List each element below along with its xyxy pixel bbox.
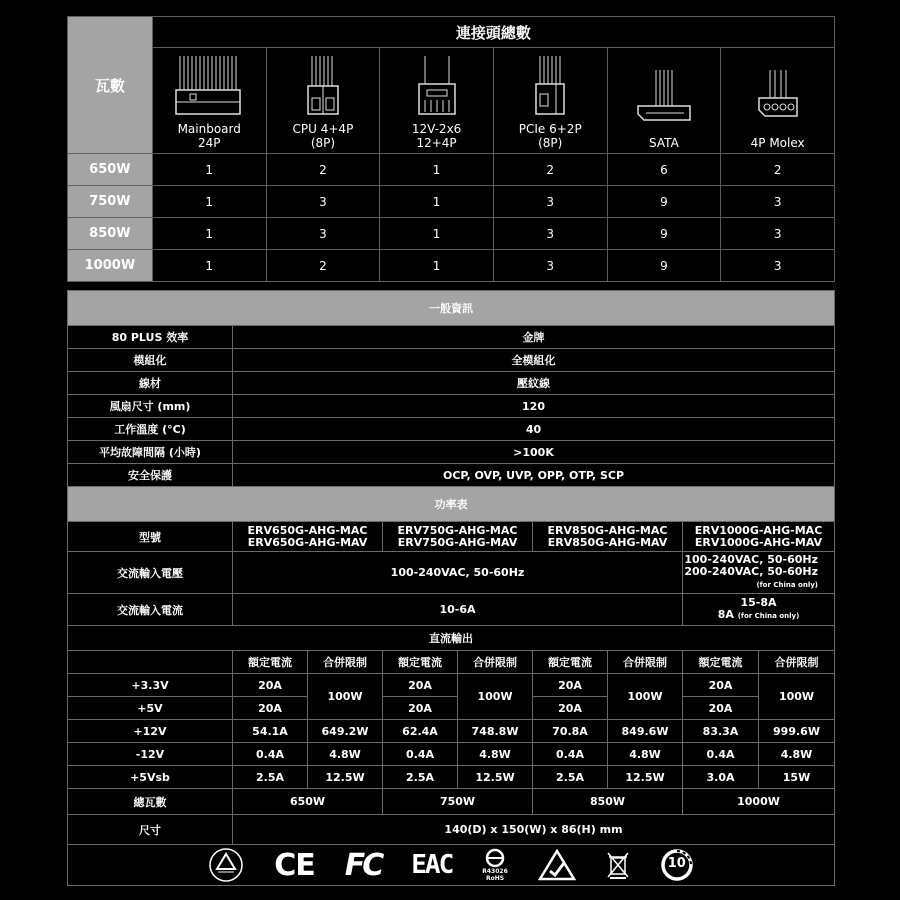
model-name: ERV650G-AHG-MAC (247, 523, 368, 537)
connector-row-1000w (68, 250, 835, 282)
ac-current-1000 (683, 594, 835, 626)
sata-connector-icon (634, 70, 694, 130)
rail-row-5v (68, 697, 835, 720)
wattage-label: 1000W (68, 250, 153, 282)
connector-row-850w (68, 218, 835, 250)
wattage-label: 650W (68, 154, 153, 186)
connector-label-line2: (8P) (538, 136, 563, 150)
size-value: 140(D) x 150(W) x 86(H) mm (233, 815, 835, 845)
rail-value: 70.8A (533, 720, 608, 743)
connector-count: 3 (493, 186, 607, 218)
row-value: 金牌 (233, 326, 835, 349)
connector-count: 2 (721, 154, 835, 186)
rail-value: 2.5A (233, 766, 308, 789)
model-name: ERV850G-AHG-MAV (547, 535, 668, 549)
connector-count: 2 (266, 250, 380, 282)
model-750 (383, 522, 533, 552)
wattage-header: 瓦數 (68, 17, 153, 154)
row-label: 工作溫度 (°C) (68, 418, 233, 441)
total-wattage: 850W (533, 789, 683, 815)
china-note: (for China only) (737, 612, 800, 620)
model-name: ERV750G-AHG-MAV (397, 535, 518, 549)
rail-name: +3.3V (68, 674, 233, 697)
rail-value: 20A (533, 674, 608, 697)
connector-header-cpu (266, 48, 380, 154)
rail-value: 20A (683, 674, 759, 697)
connector-count: 1 (380, 186, 494, 218)
connector-header-pcie (493, 48, 607, 154)
dc-header-row (68, 651, 835, 674)
rail-value: 0.4A (233, 743, 308, 766)
rail-combined: 100W (308, 674, 383, 720)
cpu-8p-connector-icon (303, 56, 343, 116)
row-label: 風扇尺寸 (mm) (68, 395, 233, 418)
ac-current-common: 10-6A (233, 594, 683, 626)
general-info-title: 一般資訊 (68, 291, 835, 326)
model-name: ERV1000G-AHG-MAV (694, 535, 823, 549)
rail-value: 2.5A (533, 766, 608, 789)
connector-count: 3 (266, 186, 380, 218)
connector-count: 9 (607, 218, 721, 250)
model-label: 型號 (68, 522, 233, 552)
row-label: 模組化 (68, 349, 233, 372)
model-850 (533, 522, 683, 552)
bsmi-code: R43026 (482, 868, 508, 875)
12v-2x6-connector-icon (415, 56, 459, 116)
rail-combined: 100W (458, 674, 533, 720)
molex-connector-icon (753, 70, 803, 130)
rail-value: 20A (533, 697, 608, 720)
model-name: ERV650G-AHG-MAV (247, 535, 368, 549)
connector-label-line1: 4P Molex (750, 136, 805, 150)
rail-value: 12.5W (608, 766, 683, 789)
rail-value: 12.5W (308, 766, 383, 789)
connector-label-line2: 24P (197, 136, 221, 150)
rail-value: 4.8W (308, 743, 383, 766)
ac-voltage-1000 (683, 552, 835, 594)
rated-current-header: 額定電流 (383, 651, 458, 674)
rail-value: 0.4A (533, 743, 608, 766)
tuv-rheinland-icon (208, 847, 244, 883)
rail-value: 0.4A (683, 743, 759, 766)
ce-mark-icon: CE (274, 847, 315, 883)
connector-header-12v2x6 (380, 48, 494, 154)
rcm-icon (538, 849, 576, 881)
connector-count: 1 (152, 154, 266, 186)
connector-count: 2 (493, 154, 607, 186)
rail-value: 649.2W (308, 720, 383, 743)
china-note: (for China only) (756, 581, 818, 589)
connector-label-line2: (8P) (310, 136, 336, 150)
rail-value: 849.6W (608, 720, 683, 743)
rail-row-5vsb (68, 766, 835, 789)
model-1000 (683, 522, 835, 552)
total-wattage-row (68, 789, 835, 815)
rail-name: +5V (68, 697, 233, 720)
rail-value: 54.1A (233, 720, 308, 743)
ac-voltage-value: 200-240VAC, 50-60Hz (684, 565, 818, 578)
row-value: 全模組化 (233, 349, 835, 372)
combined-limit-header: 合併限制 (308, 651, 383, 674)
bsmi-icon (482, 848, 508, 882)
rail-value: 4.8W (458, 743, 533, 766)
rail-row-neg12v (68, 743, 835, 766)
model-name: ERV1000G-AHG-MAC (694, 523, 823, 537)
10-year-text: 10 (667, 856, 686, 871)
row-value: 40 (233, 418, 835, 441)
weee-icon (606, 850, 630, 880)
row-value: 壓紋線 (233, 372, 835, 395)
bsmi-rohs: RoHS (485, 875, 505, 882)
rail-value: 20A (683, 697, 759, 720)
pcie-connector-icon (530, 56, 570, 116)
rail-value: 20A (233, 674, 308, 697)
rail-value: 20A (233, 697, 308, 720)
combined-limit-header: 合併限制 (759, 651, 835, 674)
row-value: >100K (233, 441, 835, 464)
rail-name: +5Vsb (68, 766, 233, 789)
connector-count: 3 (721, 186, 835, 218)
connector-label-line1: SATA (649, 136, 679, 150)
row-label: 平均故障間隔 (小時) (68, 441, 233, 464)
wattage-label: 850W (68, 218, 153, 250)
rail-row-12v (68, 720, 835, 743)
combined-limit-header: 合併限制 (458, 651, 533, 674)
total-wattage: 750W (383, 789, 533, 815)
ac-voltage-label: 交流輸入電壓 (68, 552, 233, 594)
connector-count: 3 (721, 250, 835, 282)
row-label: 80 PLUS 效率 (68, 326, 233, 349)
connector-count: 1 (380, 154, 494, 186)
connector-count: 6 (607, 154, 721, 186)
row-value: OCP, OVP, UVP, OPP, OTP, SCP (233, 464, 835, 487)
connector-total-title: 連接頭總數 (152, 17, 834, 48)
connector-row-750w (68, 186, 835, 218)
connector-count: 3 (493, 218, 607, 250)
row-label: 線材 (68, 372, 233, 395)
combined-limit-header: 合併限制 (608, 651, 683, 674)
rail-row-3v3 (68, 674, 835, 697)
connector-header-molex (721, 48, 835, 154)
certification-logos (68, 845, 835, 886)
rated-current-header: 額定電流 (233, 651, 308, 674)
size-row (68, 815, 835, 845)
connector-count: 1 (152, 186, 266, 218)
power-table-title: 功率表 (68, 487, 835, 522)
rail-value: 12.5W (458, 766, 533, 789)
rail-value: 83.3A (683, 720, 759, 743)
connector-header-sata (607, 48, 721, 154)
connector-count: 1 (380, 218, 494, 250)
connector-label-line1: PCIe 6+2P (518, 122, 582, 136)
connector-count: 1 (152, 250, 266, 282)
ac-current-value: 8A (717, 608, 734, 621)
mainboard-24p-connector-icon (174, 56, 244, 116)
model-name: ERV850G-AHG-MAC (547, 523, 668, 537)
rail-value: 999.6W (759, 720, 835, 743)
rail-value: 3.0A (683, 766, 759, 789)
ac-voltage-value: 100-240VAC, 50-60Hz (684, 553, 818, 566)
rated-current-header: 額定電流 (683, 651, 759, 674)
connector-count: 1 (152, 218, 266, 250)
connector-label-line2: 12+4P (416, 136, 457, 150)
total-wattage: 650W (233, 789, 383, 815)
fcc-icon: FC (344, 847, 382, 883)
rail-combined: 100W (608, 674, 683, 720)
size-label: 尺寸 (68, 815, 233, 845)
rail-value: 20A (383, 674, 458, 697)
connector-label-line1: 12V-2x6 (411, 122, 462, 136)
ac-current-label: 交流輸入電流 (68, 594, 233, 626)
connector-label-line1: CPU 4+4P (292, 122, 354, 136)
connector-count: 3 (266, 218, 380, 250)
row-value: 120 (233, 395, 835, 418)
connector-count: 3 (493, 250, 607, 282)
total-wattage-label: 總瓦數 (68, 789, 233, 815)
rail-value: 15W (759, 766, 835, 789)
ac-voltage-common: 100-240VAC, 50-60Hz (233, 552, 683, 594)
connector-count: 1 (380, 250, 494, 282)
total-wattage: 1000W (683, 789, 835, 815)
connector-count: 3 (721, 218, 835, 250)
connector-table (67, 16, 835, 282)
rail-name: -12V (68, 743, 233, 766)
eac-icon: EAC (411, 850, 453, 880)
connector-count: 9 (607, 250, 721, 282)
dc-output-title: 直流輸出 (68, 626, 835, 651)
connector-count: 9 (607, 186, 721, 218)
connector-count: 2 (266, 154, 380, 186)
spec-table (67, 290, 835, 886)
connector-header-mainboard (152, 48, 266, 154)
bsmi-mark-icon (484, 848, 506, 868)
model-650 (233, 522, 383, 552)
rail-combined: 100W (759, 674, 835, 720)
rail-value: 748.8W (458, 720, 533, 743)
empty-cell (68, 651, 233, 674)
connector-label-line1: Mainboard (177, 122, 241, 136)
connector-row-650w (68, 154, 835, 186)
rail-name: +12V (68, 720, 233, 743)
rail-value: 62.4A (383, 720, 458, 743)
10-year-icon (660, 848, 694, 882)
rail-value: 2.5A (383, 766, 458, 789)
rail-value: 4.8W (759, 743, 835, 766)
rail-value: 20A (383, 697, 458, 720)
wattage-label: 750W (68, 186, 153, 218)
rail-value: 4.8W (608, 743, 683, 766)
ac-current-value: 15-8A (740, 596, 777, 609)
row-label: 安全保護 (68, 464, 233, 487)
rated-current-header: 額定電流 (533, 651, 608, 674)
model-name: ERV750G-AHG-MAC (397, 523, 518, 537)
rail-value: 0.4A (383, 743, 458, 766)
